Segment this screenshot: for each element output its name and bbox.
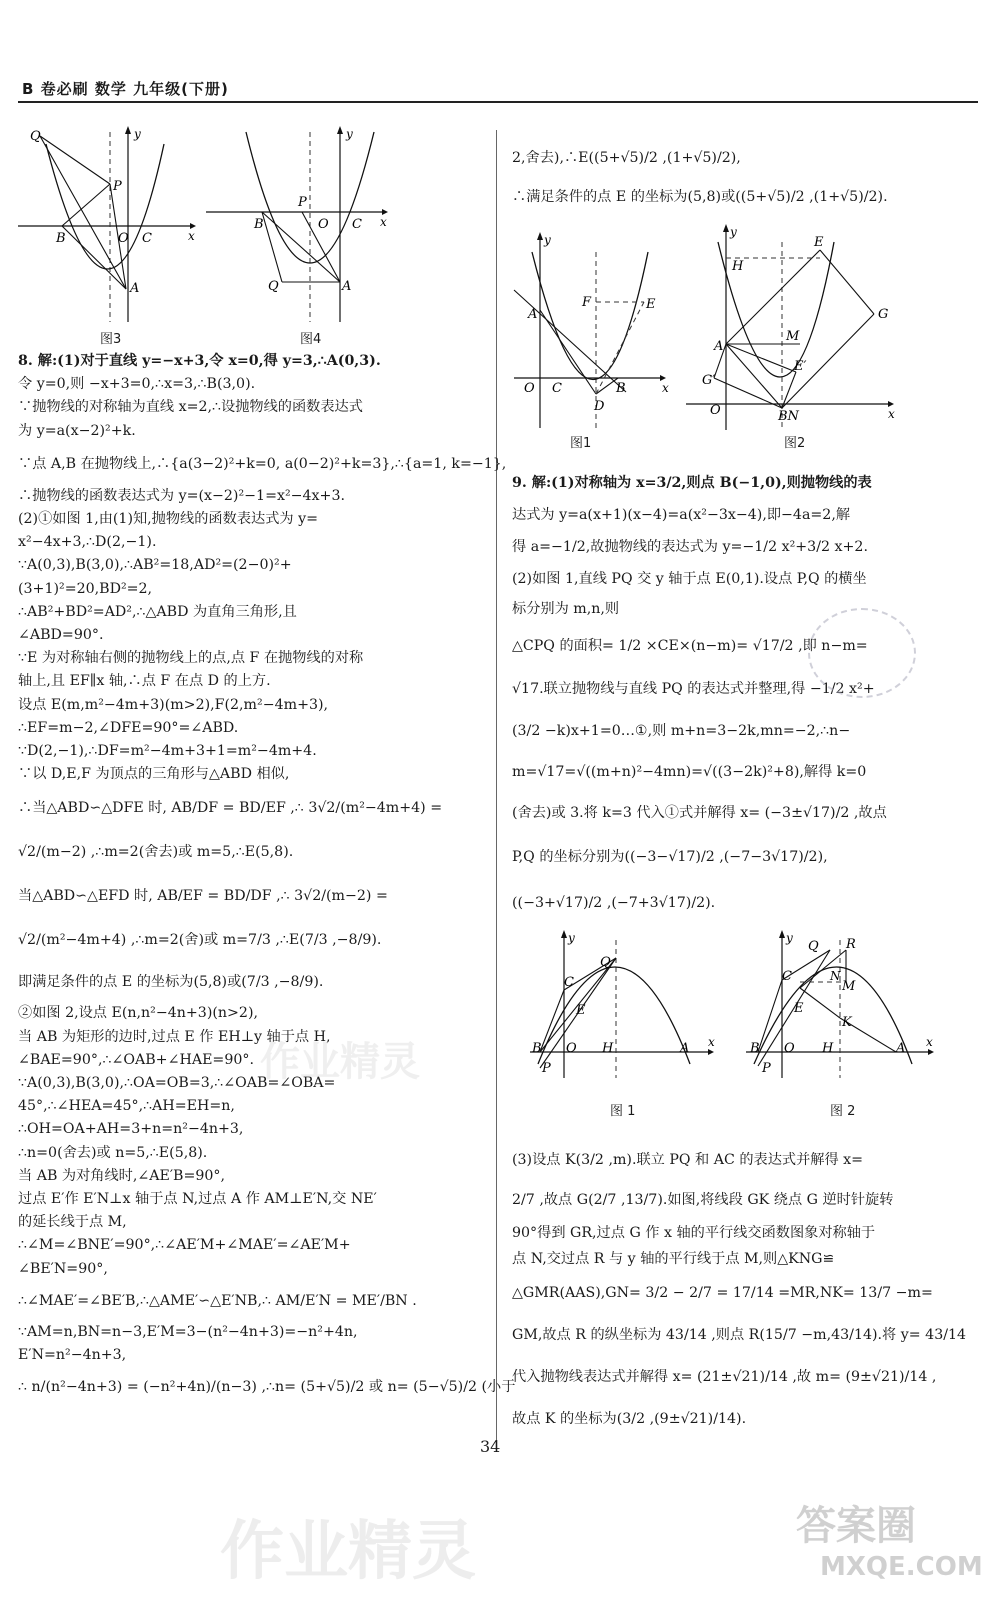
svg-text:P: P — [113, 179, 122, 194]
svg-text:O: O — [566, 1041, 577, 1056]
text-line: ∵A(0,3),B(3,0),∴AB²=18,AD²=(2−0)²+ — [18, 557, 292, 574]
svg-text:E′: E′ — [794, 359, 807, 374]
svg-text:B: B — [750, 1041, 760, 1056]
solution-9-column — [512, 466, 887, 926]
text-line: 9. 解:(1)对称轴为 x=3/2,则点 B(−1,0),则抛物线的表 — [512, 475, 872, 491]
figure-9-1-diagram — [530, 930, 720, 1080]
text-line: 代入抛物线表达式并解得 x= (21±√21)/14 ,故 m= (9±√21)/14 , — [512, 1369, 937, 1385]
svg-text:O: O — [318, 217, 329, 232]
text-line: 点 N,交过点 R 与 y 轴的平行线于点 M,则△KNG≌ — [512, 1251, 835, 1267]
svg-text:O: O — [710, 403, 721, 418]
svg-text:x: x — [380, 215, 387, 229]
svg-text:C: C — [142, 231, 152, 246]
svg-text:M: M — [786, 329, 800, 344]
text-line: ∠ABD=90°. — [18, 627, 104, 644]
text-line: ∵A(0,3),B(3,0),∴OA=OB=3,∴∠OAB=∠OBA= — [18, 1075, 336, 1092]
text-line: ∴AB²+BD²=AD²,∴△ABD 为直角三角形,且 — [18, 603, 297, 620]
svg-text:B: B — [616, 381, 626, 396]
text-line: 为 y=a(x−2)²+k. — [18, 422, 136, 439]
text-line: P,Q 的坐标分别为((−3−√17)/2 ,(−7−3√17)/2), — [512, 849, 828, 865]
svg-text:C: C — [552, 381, 562, 396]
svg-text:G: G — [878, 307, 889, 322]
svg-text:Q: Q — [808, 939, 819, 954]
svg-text:G′: G′ — [702, 373, 716, 388]
text-line: 90°得到 GR,过点 G 作 x 轴的平行线交函数图象对称轴于 — [512, 1225, 876, 1241]
text-line: ∴抛物线的函数表达式为 y=(x−2)²−1=x²−4x+3. — [18, 487, 345, 504]
svg-text:Q: Q — [600, 955, 611, 970]
figure-3-diagram — [18, 124, 198, 324]
text-line: m=√17=√((m+n)²−4mn)=√((3−2k)²+8),解得 k=0 — [512, 764, 867, 780]
text-line: ∠BAE=90°,∴∠OAB+∠HAE=90°. — [18, 1051, 254, 1068]
svg-text:O: O — [524, 381, 535, 396]
text-line: ∴∠MAE′=∠BE′B,∴△AME′∽△E′NB,∴ AM/E′N = ME′/BN . — [18, 1292, 417, 1309]
text-line: 即满足条件的点 E 的坐标为(5,8)或(7/3 ,−8/9). — [18, 974, 324, 991]
svg-text:C: C — [352, 217, 362, 232]
figure-3-caption: 图3 — [100, 332, 122, 347]
text-line: ∵以 D,E,F 为顶点的三角形与△ABD 相似, — [18, 766, 290, 783]
svg-text:P: P — [298, 195, 307, 210]
text-line: ∴当△ABD∽△DFE 时, AB/DF = BD/EF ,∴ 3√2/(m²−4m+4) = — [18, 800, 443, 817]
text-line: (2)如图 1,直线 PQ 交 y 轴于点 E(0,1).设点 P,Q 的横坐 — [512, 571, 867, 587]
svg-text:N: N — [830, 969, 841, 983]
text-line: ∴EF=m−2,∠DFE=90°=∠ABD. — [18, 719, 239, 736]
text-line: ∴∠M=∠BNE′=90°,∴∠AE′M+∠MAE′=∠AE′M+ — [18, 1237, 351, 1254]
text-line: ②如图 2,设点 E(n,n²−4n+3)(n>2), — [18, 1005, 258, 1022]
svg-text:A: A — [342, 279, 352, 294]
text-line: GM,故点 R 的纵坐标为 43/14 ,则点 R(15/7 −m,43/14).将 y= 43/14 — [512, 1327, 967, 1343]
svg-text:y: y — [568, 931, 575, 945]
svg-text:x: x — [926, 1035, 933, 1049]
svg-text:y: y — [786, 931, 793, 945]
svg-text:F: F — [582, 295, 592, 310]
solution-8-column — [18, 350, 515, 1407]
svg-text:H: H — [822, 1041, 834, 1056]
text-line: 2/7 ,故点 G(2/7 ,13/7).如图,将线段 GK 绕点 G 逆时针旋转 — [512, 1192, 894, 1208]
text-line: 达式为 y=a(x+1)(x−4)=a(x²−3x−4),即−4a=2,解 — [512, 507, 851, 523]
figure-4-caption: 图4 — [300, 332, 322, 347]
svg-text:M: M — [842, 979, 856, 994]
page-header: B 卷必刷 数学 九年级(下册) — [22, 80, 229, 98]
svg-text:x: x — [188, 229, 195, 243]
svg-text:K: K — [842, 1015, 852, 1030]
text-line: (舍去)或 3.将 k=3 代入①式并解得 x= (−3±√17)/2 ,故点 — [512, 805, 887, 821]
svg-text:B: B — [532, 1041, 542, 1056]
figure-9-2-caption: 图 2 — [830, 1104, 856, 1119]
svg-text:P: P — [542, 1061, 551, 1076]
svg-text:A: A — [528, 307, 538, 322]
text-line: ∴n=0(舍去)或 n=5,∴E(5,8). — [18, 1144, 208, 1161]
text-line: △CPQ 的面积= 1/2 ×CE×(n−m)= √17/2 ,即 n−m= — [512, 638, 868, 654]
svg-text:E: E — [576, 1003, 586, 1018]
svg-text:H: H — [602, 1041, 614, 1056]
text-line: √2/(m²−4m+4) ,∴m=2(舍)或 m=7/3 ,∴E(7/3 ,−8/9). — [18, 932, 382, 949]
svg-text:D: D — [594, 399, 605, 414]
figure-4-diagram — [206, 124, 396, 324]
text-line: 标分别为 m,n,则 — [512, 601, 620, 617]
svg-text:y: y — [346, 127, 353, 141]
watermark-logo: 答案圈 — [796, 1503, 916, 1549]
text-line: ∴满足条件的点 E 的坐标为(5,8)或((5+√5)/2 ,(1+√5)/2). — [512, 189, 888, 205]
svg-text:A: A — [680, 1041, 690, 1056]
text-line: √2/(m−2) ,∴m=2(舍去)或 m=5,∴E(5,8). — [18, 844, 294, 861]
svg-text:H: H — [732, 259, 744, 274]
text-line: △GMR(AAS),GN= 3/2 − 2/7 = 17/14 =MR,NK= 13/7 −m= — [512, 1285, 933, 1301]
svg-text:x: x — [662, 381, 669, 395]
figure-r1-diagram — [512, 232, 672, 432]
svg-text:R: R — [846, 937, 856, 952]
svg-text:O: O — [118, 231, 129, 246]
text-line: ∵D(2,−1),∴DF=m²−4m+3+1=m²−4m+4. — [18, 743, 317, 760]
text-line: 令 y=0,则 −x+3=0,∴x=3,∴B(3,0). — [18, 376, 256, 393]
svg-text:E: E — [794, 1001, 804, 1016]
svg-text:y: y — [544, 233, 551, 247]
solution-8-continuation — [512, 142, 888, 220]
svg-text:C: C — [564, 975, 574, 990]
text-line: 过点 E′作 E′N⊥x 轴于点 N,过点 A 作 AM⊥E′N,交 NE′ — [18, 1191, 377, 1208]
text-line: 的延长线于点 M, — [18, 1214, 127, 1231]
svg-text:BN: BN — [778, 409, 799, 424]
text-line: ((−3+√17)/2 ,(−7+3√17)/2). — [512, 895, 716, 911]
text-line: ∵抛物线的对称轴为直线 x=2,∴设抛物线的函数表达式 — [18, 399, 363, 416]
svg-text:A: A — [714, 339, 724, 354]
svg-text:y: y — [134, 127, 141, 141]
figure-9-2-diagram — [746, 930, 946, 1080]
text-line: ∵AM=n,BN=n−3,E′M=3−(n²−4n+3)=−n²+4n, — [18, 1323, 358, 1340]
svg-text:Q: Q — [268, 279, 279, 294]
text-line: (3/2 −k)x+1=0…①,则 m+n=3−2k,mn=−2,∴n− — [512, 723, 851, 739]
text-line: ∠BE′N=90°, — [18, 1260, 108, 1277]
text-line: x²−4x+3,∴D(2,−1). — [18, 534, 157, 551]
svg-text:O: O — [784, 1041, 795, 1056]
svg-text:B: B — [56, 231, 66, 246]
text-line: 2,舍去),∴E((5+√5)/2 ,(1+√5)/2), — [512, 150, 741, 166]
watermark-center: 作业精灵 — [260, 1039, 420, 1085]
watermark-site: MXQE.COM — [820, 1552, 983, 1582]
svg-text:A: A — [896, 1041, 906, 1056]
text-line: 当 AB 为矩形的边时,过点 E 作 EH⊥y 轴于点 H, — [18, 1028, 331, 1045]
text-line: 当 AB 为对角线时,∠AE′B=90°, — [18, 1167, 226, 1184]
svg-text:y: y — [730, 225, 737, 239]
text-line: E′N=n²−4n+3, — [18, 1347, 127, 1364]
svg-text:x: x — [888, 407, 895, 421]
svg-text:E: E — [646, 297, 656, 312]
figure-r2-caption: 图2 — [784, 436, 806, 451]
svg-text:B: B — [254, 217, 264, 232]
text-line: (2)①如图 1,由(1)知,抛物线的函数表达式为 y= — [18, 511, 318, 528]
text-line: 8. 解:(1)对于直线 y=−x+3,令 x=0,得 y=3,∴A(0,3). — [18, 353, 381, 369]
figure-9-1-caption: 图 1 — [610, 1104, 636, 1119]
text-line: (3)设点 K(3/2 ,m).联立 PQ 和 AC 的表达式并解得 x= — [512, 1152, 864, 1168]
svg-text:x: x — [708, 1035, 715, 1049]
text-line: 45°,∴∠HEA=45°,∴AH=EH=n, — [18, 1098, 235, 1115]
svg-text:E: E — [814, 235, 824, 250]
text-line: ∵E 为对称轴右侧的抛物线上的点,点 F 在抛物线的对称 — [18, 650, 364, 667]
text-line: 故点 K 的坐标为(3/2 ,(9±√21)/14). — [512, 1411, 747, 1427]
watermark-bottom: 作业精灵 — [220, 1515, 476, 1589]
page-number: 34 — [480, 1437, 501, 1456]
figure-r1-caption: 图1 — [570, 436, 592, 451]
text-line: 得 a=−1/2,故抛物线的表达式为 y=−1/2 x²+3/2 x+2. — [512, 539, 868, 555]
svg-text:Q: Q — [30, 129, 41, 144]
header-rule — [18, 101, 978, 103]
text-line: 当△ABD∽△EFD 时, AB/EF = BD/DF ,∴ 3√2/(m−2) = — [18, 888, 388, 905]
text-line: (3+1)²=20,BD²=2, — [18, 580, 153, 597]
svg-text:C: C — [782, 969, 792, 984]
text-line: 轴上,且 EF∥x 轴,∴点 F 在点 D 的上方. — [18, 673, 271, 690]
text-line: ∴OH=OA+AH=3+n=n²−4n+3, — [18, 1121, 244, 1138]
text-line: √17.联立抛物线与直线 PQ 的表达式并整理,得 −1/2 x²+ — [512, 681, 875, 697]
text-line: 设点 E(m,m²−4m+3)(m>2),F(2,m²−4m+3), — [18, 696, 329, 713]
svg-text:P: P — [762, 1061, 771, 1076]
figure-r2-diagram — [684, 222, 904, 432]
solution-9-part3 — [512, 1140, 966, 1440]
seal-stamp — [808, 608, 916, 698]
svg-text:A: A — [130, 281, 140, 296]
text-line: ∴ n/(n²−4n+3) = (−n²+4n)/(n−3) ,∴n= (5+√5)/2 或 n= (5−√5)/2 (小于 — [18, 1379, 516, 1396]
text-line: ∵点 A,B 在抛物线上,∴{a(3−2)²+k=0, a(0−2)²+k=3},∴{a=1, k=−1}, — [18, 455, 507, 472]
